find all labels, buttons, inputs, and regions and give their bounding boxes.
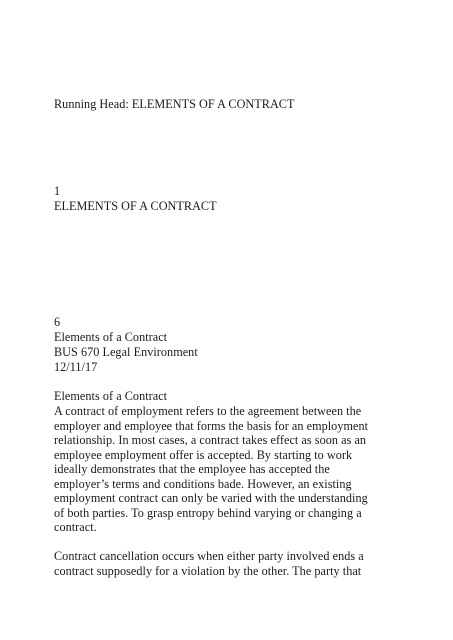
body-line: employee employment offer is accepted. By starting to work: [54, 448, 353, 462]
body-line: of both parties. To grasp entropy behind varying or changing a: [54, 506, 362, 520]
body-line: employer and employee that forms the basis for an employment: [54, 419, 369, 433]
page-number: 6: [54, 315, 61, 329]
section-heading: Elements of a Contract: [54, 389, 168, 403]
body-line: Contract cancellation occurs when either party involved ends a: [54, 549, 364, 563]
body-line: relationship. In most cases, a contract takes effect as soon as an: [54, 433, 367, 447]
body-line: employer’s terms and conditions bade. However, an existing: [54, 477, 352, 491]
page-header: ELEMENTS OF A CONTRACT: [54, 199, 217, 213]
document-date: 12/11/17: [54, 360, 98, 374]
course-name: BUS 670 Legal Environment: [54, 345, 198, 359]
running-head: Running Head: ELEMENTS OF A CONTRACT: [54, 97, 295, 111]
document-title: Elements of a Contract: [54, 330, 168, 344]
body-line: contract.: [54, 520, 97, 534]
body-line: contract supposedly for a violation by the other. The party that: [54, 564, 362, 578]
page-number: 1: [54, 184, 61, 198]
body-line: A contract of employment refers to the agreement between the: [54, 404, 362, 418]
body-line: employment contract can only be varied with the understanding: [54, 491, 368, 505]
body-line: ideally demonstrates that the employee has accepted the: [54, 462, 330, 476]
